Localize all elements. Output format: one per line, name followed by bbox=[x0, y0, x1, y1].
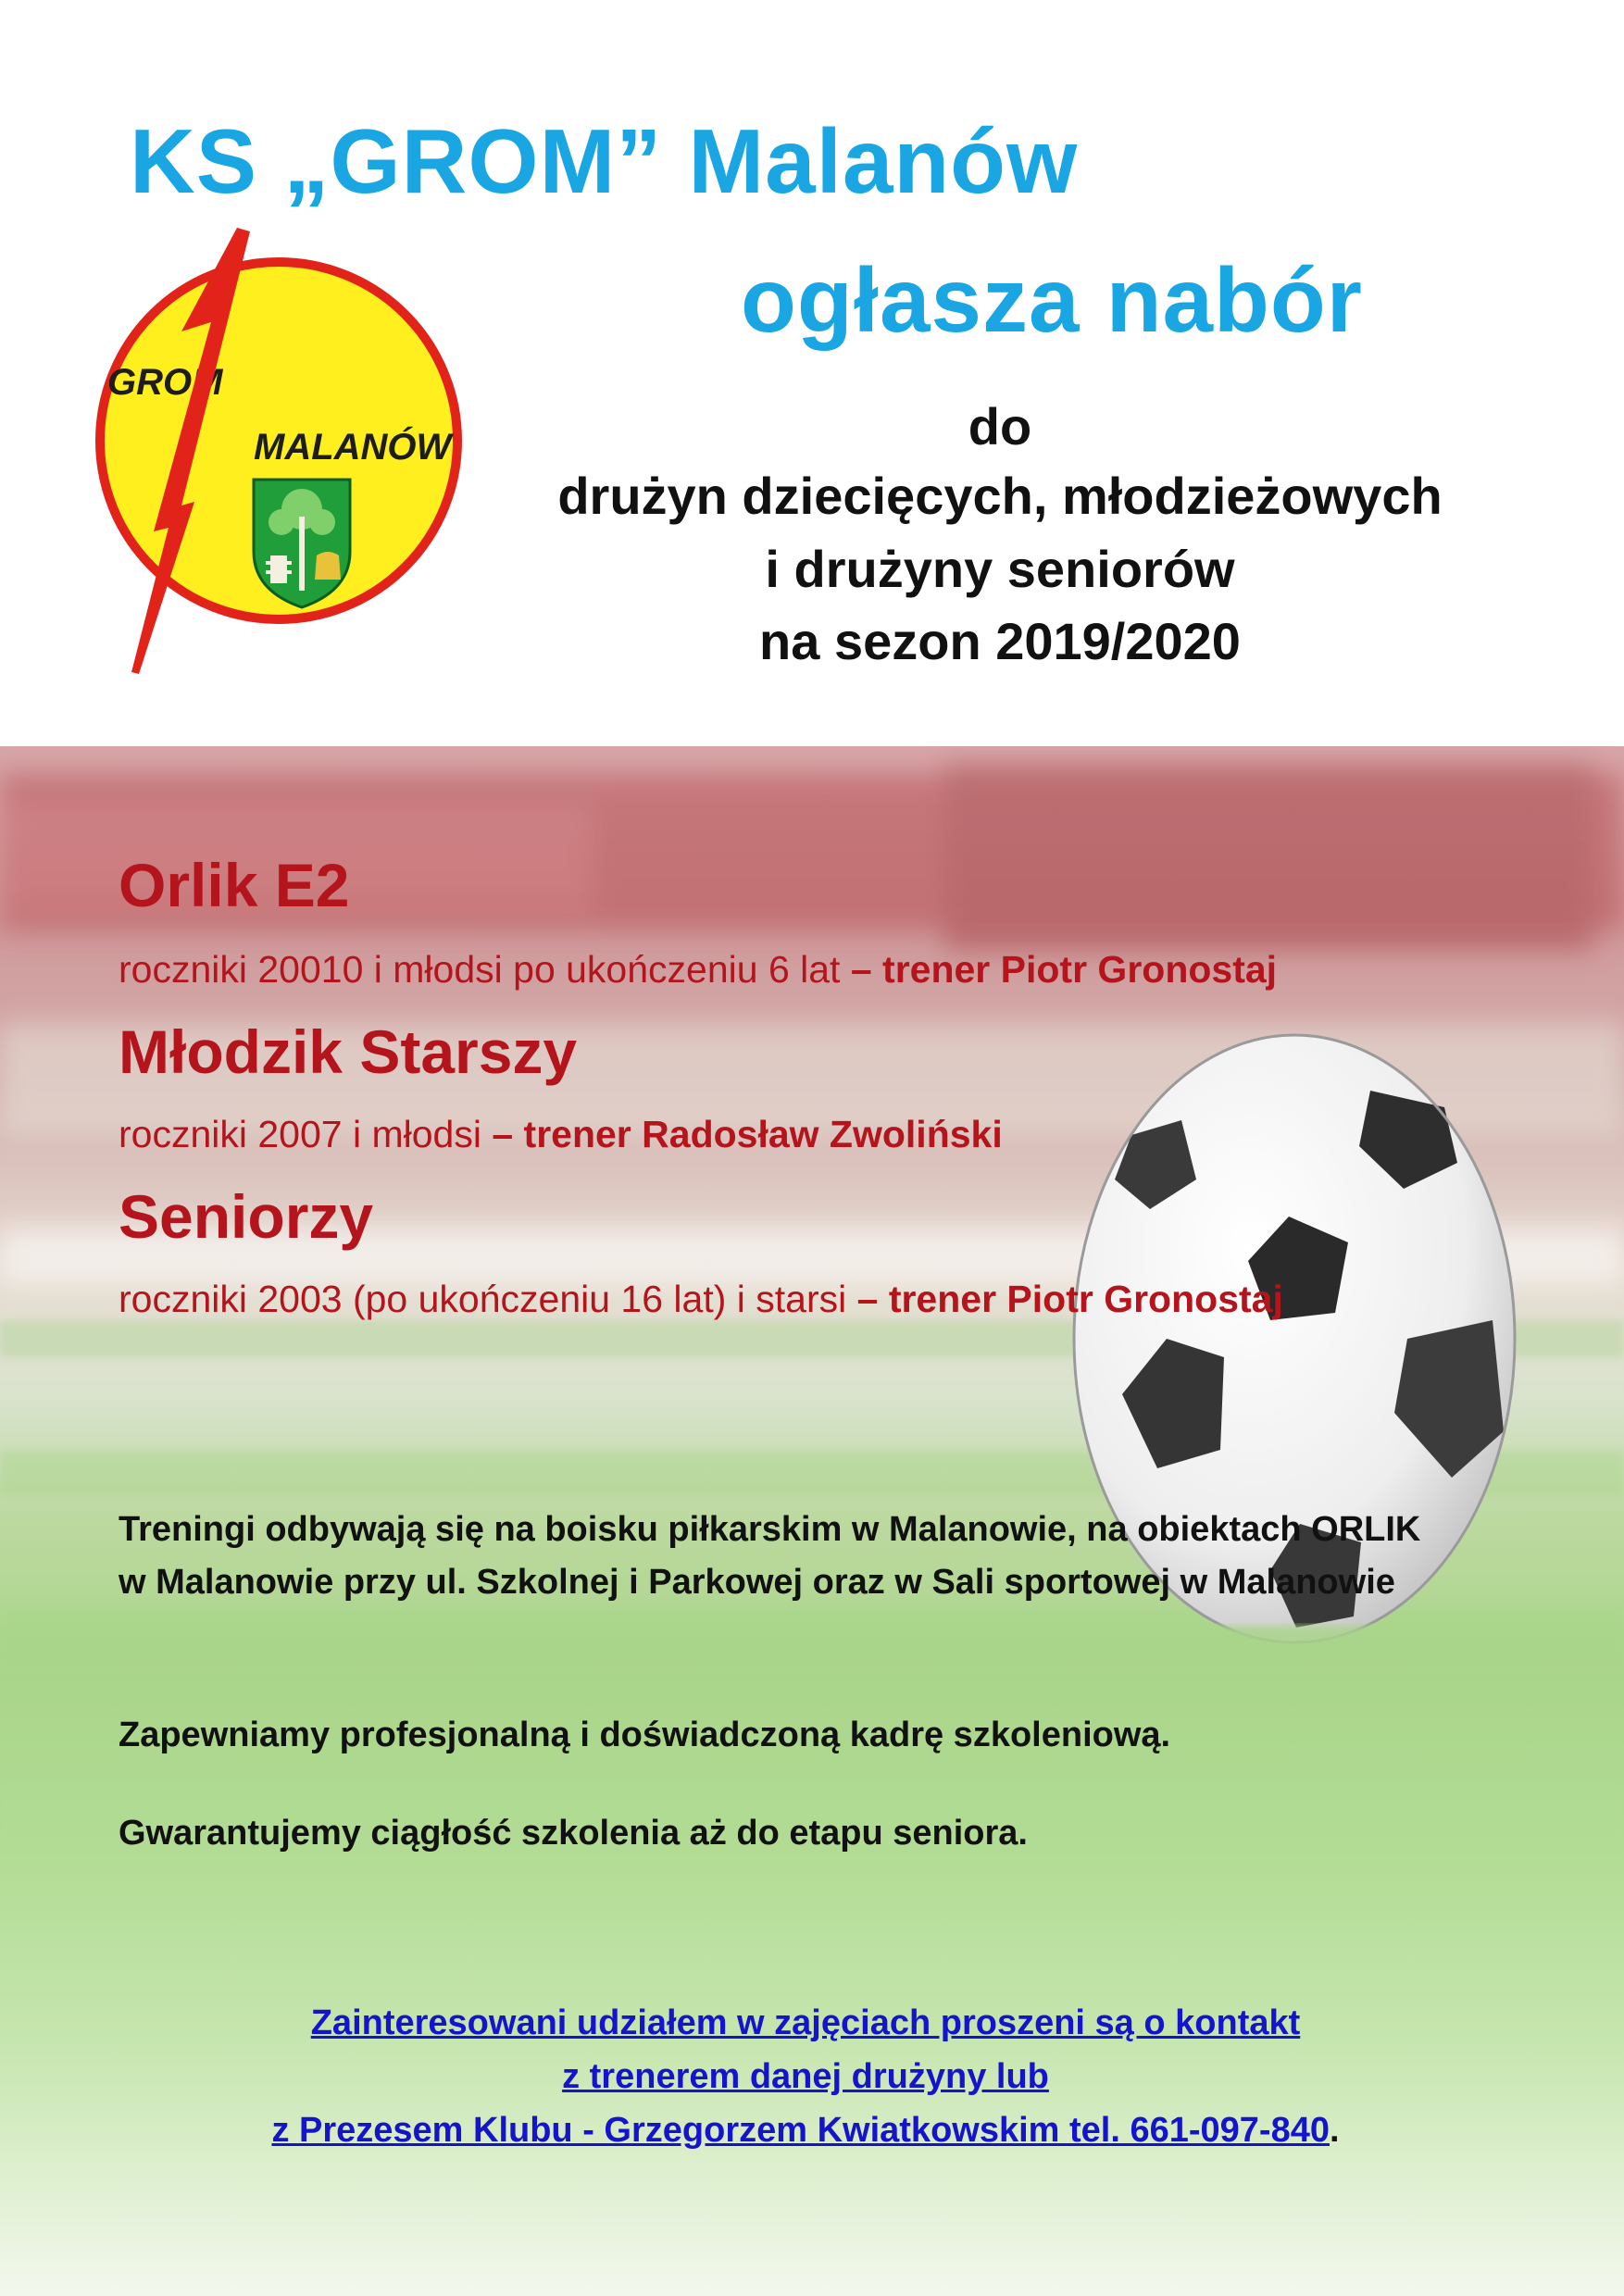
category-coach-seniorzy: trener Piotr Gronostaj bbox=[888, 1278, 1283, 1320]
page-title-club: KS „GROM” Malanów bbox=[130, 110, 1079, 212]
category-years-seniorzy: roczniki 2003 (po ukończeniu 16 lat) i starsi bbox=[119, 1278, 847, 1320]
category-years-mlodzik: roczniki 2007 i młodsi bbox=[119, 1113, 481, 1155]
category-line-mlodzik bbox=[119, 1113, 1003, 1156]
category-coach-orlik: trener Piotr Gronostaj bbox=[882, 948, 1278, 991]
coat-of-arms-icon bbox=[254, 480, 350, 607]
club-logo bbox=[72, 211, 507, 730]
category-dash-mlodzik: – bbox=[481, 1113, 524, 1155]
subtitle-seniors: i drużyny seniorów bbox=[765, 540, 1235, 598]
category-title-seniorzy: Seniorzy bbox=[119, 1182, 374, 1251]
category-title-orlik: Orlik E2 bbox=[119, 851, 350, 919]
subtitle-season: na sezon 2019/2020 bbox=[759, 612, 1241, 670]
subtitle-teams: drużyn dziecięcych, młodzieżowych bbox=[557, 467, 1443, 525]
logo-text-grom: GROM bbox=[107, 362, 223, 403]
contact-block bbox=[185, 1996, 1426, 2157]
football-photo-background bbox=[0, 746, 1624, 2296]
category-coach-mlodzik: trener Radosław Zwoliński bbox=[523, 1113, 1003, 1155]
contact-line-3[interactable]: z Prezesem Klubu - Grzegorzem Kwiatkowskim tel. 661-097-840 bbox=[271, 2111, 1330, 2150]
info-staff: Zapewniamy profesjonalną i doświadczoną kadrę szkoleniową. bbox=[119, 1716, 1171, 1754]
logo-text-malanow: MALANÓW bbox=[254, 427, 452, 468]
info-continuity: Gwarantujemy ciągłość szkolenia aż do etapu seniora. bbox=[119, 1814, 1028, 1853]
category-title-mlodzik: Młodzik Starszy bbox=[119, 1017, 578, 1086]
page-title-recruitment: ogłasza nabór bbox=[741, 249, 1363, 351]
contact-period: . bbox=[1329, 2111, 1340, 2150]
category-line-seniorzy bbox=[119, 1278, 1283, 1321]
category-years-orlik: roczniki 20010 i młodsi po ukończeniu 6 lat bbox=[119, 948, 841, 991]
subtitle-do: do bbox=[968, 397, 1032, 455]
contact-line-2[interactable]: z trenerem danej drużyny lub bbox=[562, 2057, 1049, 2096]
contact-line-1[interactable]: Zainteresowani udziałem w zajęciach proszeni są o kontakt bbox=[310, 2003, 1301, 2042]
category-dash-seniorzy: – bbox=[846, 1278, 889, 1320]
info-trainings: Treningi odbywają się na boisku piłkarskim w Malanowie, na obiektach ORLIK w Malanowie przy ul. Szkolnej i Parkowej oraz w Sali sportowej w Malanowie bbox=[119, 1510, 1421, 1602]
category-line-orlik bbox=[119, 948, 1277, 992]
category-dash-orlik: – bbox=[840, 948, 883, 991]
